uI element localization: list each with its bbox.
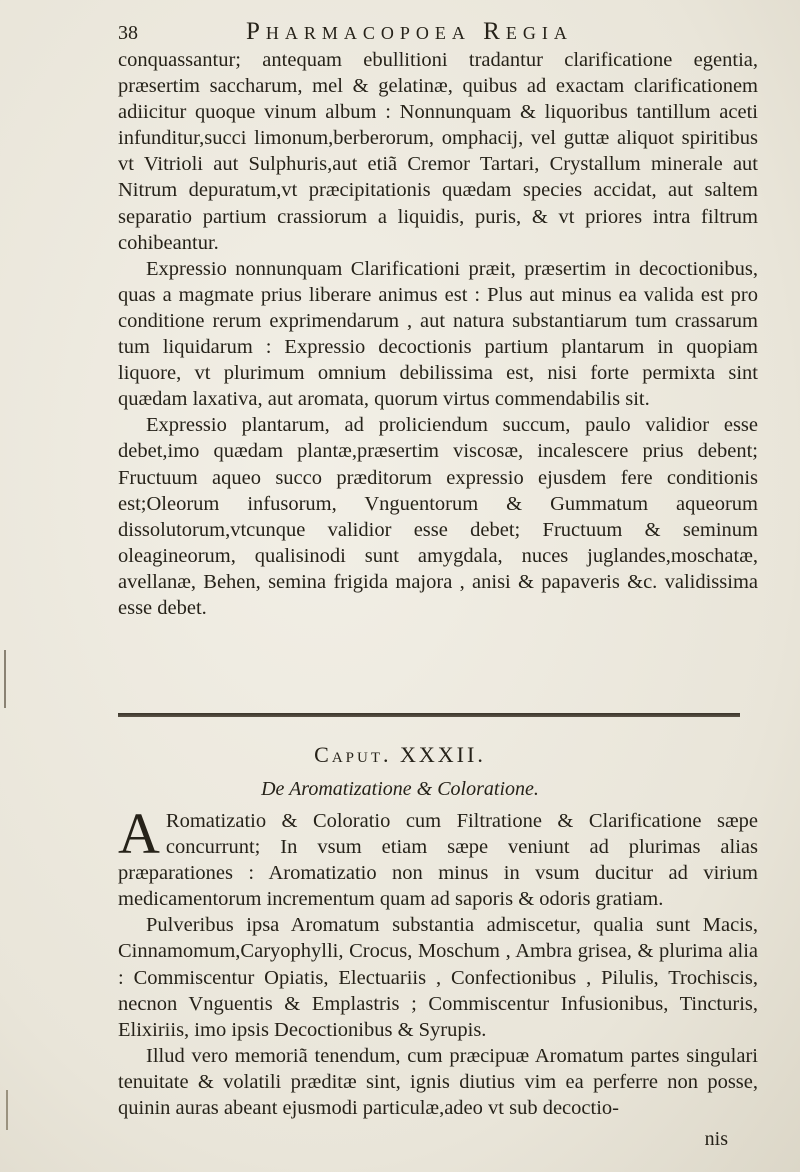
paragraph: Illud vero memoriã tenendum, cum præcipuæ Aromatum partes singulari tenuitate & volatili præditæ sint, ignis diutius vim ea perferre non posse, quinin auras abeant ejusmodi particulæ,adeo vt sub decoctio- <box>118 1044 758 1120</box>
paragraph: Pulveribus ipsa Aromatum substantia admiscetur, qualia sunt Macis, Cinnamomum,Caryophylli, Crocus, Moschum , Ambra grisea, & plurima alia : Commiscentur Opiatis, Electuariis , Confectionibus , Pilulis, Trochiscis, necnon Vnguentis & Emplastris ; Commiscentur Infusionibus, Tincturis, Elixiriis, imo ipsis Decoctionibus & Syrupis. <box>118 914 758 1041</box>
catchword: nis <box>704 1128 728 1150</box>
paragraph: Expressio plantarum, ad proliciendum succum, paulo validior esse debet,imo quædam plantæ,præsertim viscosæ, incalescere prius debent; Fructuum aqueo succo præditorum expressio ejusdem fere conditionis est;Oleorum infusorum, Vnguentorum & Gummatum aqueorum dissolutorum,vtcunque validior esse debet; Fructuum & seminum oleagineorum, qualisinodi sunt amygdala, nuces juglandes,moschatæ, avellanæ, Behen, semina frigida majora , anisi & papaveris &c. validissima esse debet. <box>118 414 758 619</box>
running-head: Pharmacopoea Regia <box>246 18 573 45</box>
margin-mark <box>6 1090 8 1130</box>
paragraph <box>118 801 758 912</box>
chapter-heading: Caput. XXXII. <box>314 742 486 767</box>
page-number: 38 <box>118 22 138 44</box>
paragraph: Expressio nonnunquam Clarificationi præit, præsertim in decoctionibus, quas a magmate prius liberare animus est : Plus aut minus ea valida est pro conditione rerum exprimendarum , aut natura substantiarum tum crassarum tum liquidarum : Expressio decoctionis partium plantarum in quopiam liquore, vt plurimum omnium debilissima est, nisi forte permixta sint quædam laxativa, aut aromata, quorum virtus commendabilis sit. <box>118 257 758 411</box>
paragraph: conquassantur; antequam ebullitioni tradantur clarificatione egentia, præsertim saccharum, mel & gelatinæ, quibus ad exactam clarificationem adiicitur quoque vinum album : Nonnunquam & liquoribus tantillum aceti infunditur,succi limonum,berberorum, omphacij, vel guttæ aliquot spiritibus vt Vitrioli aut Sulphuris,aut etiã Cremor Tartari, Crystallum minerale aut Nitrum depuratum,vt præcipitationis quædam species accidat, aut saltem separatio partium crassiorum a liquidis, puris, & vt priores intra filtrum cohibeantur. <box>118 49 758 254</box>
main-text <box>118 47 758 621</box>
chapter-title: De Aromatizatione & Coloratione. <box>261 778 539 800</box>
margin-mark <box>4 650 6 708</box>
section-divider <box>118 713 740 717</box>
chapter-text <box>118 801 758 1121</box>
page-header <box>118 18 740 48</box>
drop-capital: A <box>118 801 160 866</box>
paragraph-text: Romatizatio & Coloratio cum Filtratione & Clarificatione sæpe concurrunt; In vsum etiam sæpe veniunt ad plurimas alias præparationes : Aromatizatio non minus in vsum ducitur ad virium medicamentorum incrementum quam ad saporis & odoris gratiam. <box>118 810 758 911</box>
